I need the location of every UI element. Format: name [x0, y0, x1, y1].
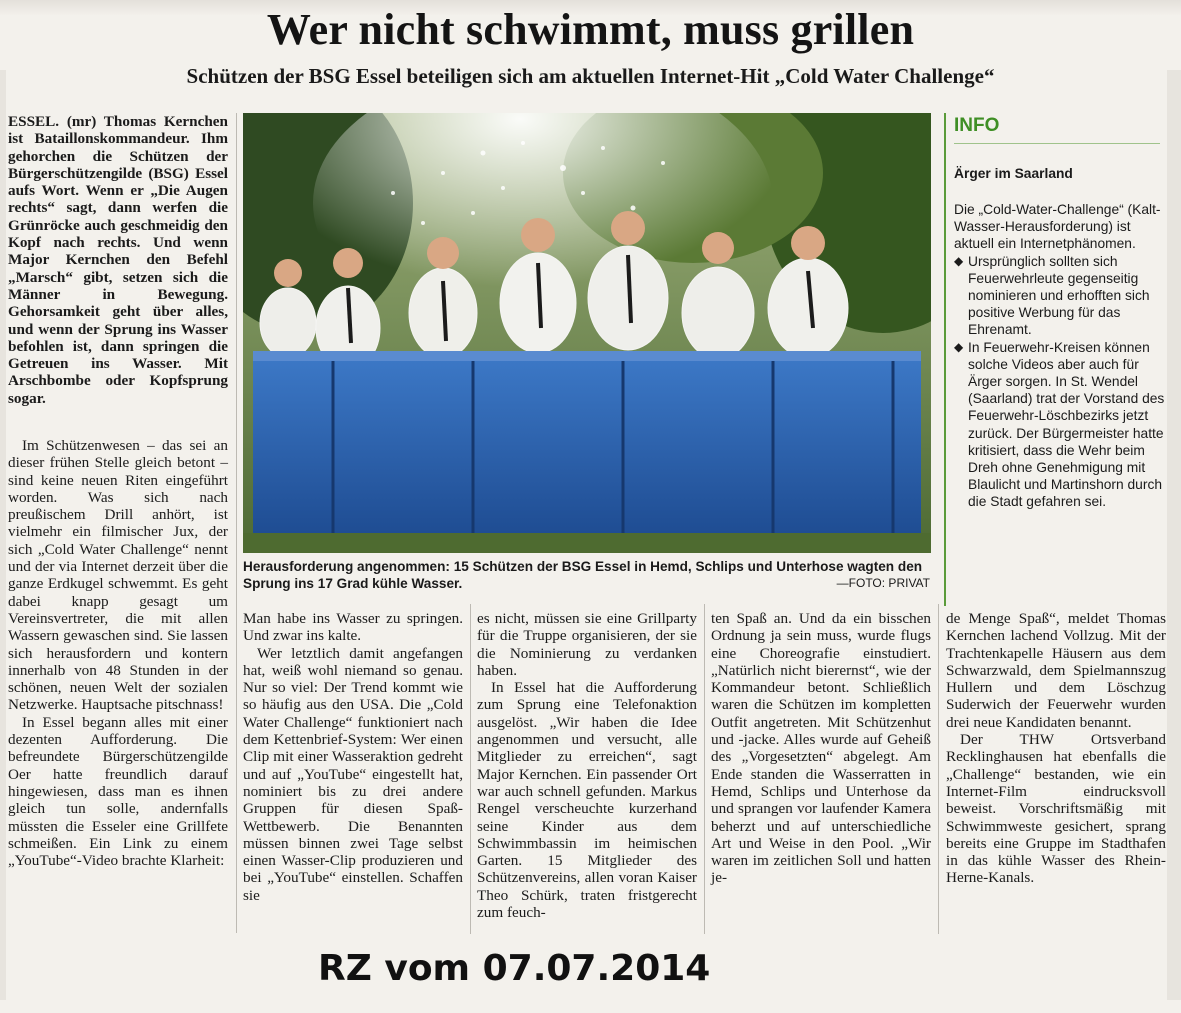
- paragraph: ten Spaß an. Und da ein bisschen Ordnung ja sein muss, wurde flugs eine Choreografie einstudiert. „Natürlich nicht bierernst“, wie der Kommandeur betont. Schließlich waren die Schützen im kompletten Outfit angetreten. Mit Schützenhut und -jacke. Alles wurde auf Geheiß des „Vorgesetzten“ abgelegt. Am Ende standen die Wasserratten in Hemd, Schlips und Unterhose da und sprangen vor laufender Kamera beherzt und auf unterschiedliche Art und Weise in den Pool. „Wir waren im zeitlichen Soll und hatten je-: [711, 610, 931, 887]
- info-bullet: [954, 339, 1168, 511]
- right-page-edge: [1167, 70, 1181, 1000]
- article-photo: [243, 113, 931, 553]
- article-column-2: [243, 610, 463, 904]
- left-page-edge: [0, 70, 6, 1000]
- paragraph: In Essel hat die Aufforderung zum Sprung eine Telefonaktion ausgelöst. „Wir haben die Idee angenommen und versucht, alle Mitglieder zu erreichen“, sagt Major Kernchen. Ein passender Ort war auch schnell gefunden. Markus Rengel verscheuchte kurzerhand seine Kinder aus dem Schwimmbassin im heimischen Garten. 15 Mitglieder des Schützenvereins, allen voran Kaiser Theo Schürk, traten fristgerecht zum feuch-: [477, 679, 697, 922]
- info-box: [944, 113, 1168, 606]
- column-divider: [470, 604, 471, 934]
- article-column-1: [8, 437, 228, 869]
- article-subheadline: Schützen der BSG Essel beteiligen sich am aktuellen Internet-Hit „Cold Water Challenge“: [186, 64, 995, 88]
- paragraph: Der THW Ortsverband Recklinghausen hat ebenfalls die „Challenge“ bestanden, wie ein Internet-Film eindrucksvoll beweist. Vorschriftsmäßig mit Schwimmweste gesichert, sprang bereits eine Gruppe im Stadthafen in das kühle Wasser des Rhein-Herne-Kanals.: [946, 731, 1166, 887]
- paragraph: Wer letztlich damit angefangen hat, weiß wohl niemand so genau. Nur so viel: Der Trend kommt wie so häufig aus den USA. Die „Cold Water Challenge“ funktioniert nach dem Kettenbrief-System: Wer einen Clip mit einer Wasseraktion gedreht und auf „YouTube“ eingestellt hat, nominiert bis zu drei andere Gruppen für diesen Spaß-Wettbewerb. Die Benannten müssen binnen zwei Tage selbst einen Wasser-Clip produzieren und bei „YouTube“ einstellen. Schaffen sie: [243, 644, 463, 904]
- info-intro: Die „Cold-Water-Challenge“ (Kalt-Wasser-Herausforderung) ist aktuell ein Internetphänomen.: [954, 202, 1161, 252]
- info-bullet-text: Ursprünglich sollten sich Feuerwehrleute gegenseitig nominieren und erhofften sich positive Werbung für das Ehrenamt.: [968, 253, 1150, 338]
- diamond-bullet-icon: ◆: [954, 253, 964, 268]
- info-title: Ärger im Saarland: [954, 166, 1073, 181]
- diamond-bullet-icon: ◆: [954, 339, 964, 354]
- article-column-5: [946, 610, 1166, 887]
- article-headline: Wer nicht schwimmt, muss grillen: [266, 5, 915, 54]
- pool-photo-illustration: [243, 113, 931, 553]
- column-divider: [704, 604, 705, 934]
- paragraph: In Essel begann alles mit einer dezenten Aufforderung. Die befreundete Bürgerschützengilde Oer hatte freundlich darauf hingewiesen, dass man es ihnen gleich tun solle, andernfalls müssten die Esseler eine Grillfete schmeißen. Ein Link zu einem „YouTube“-Video brachte Klarheit:: [8, 713, 228, 870]
- article-column-4: [711, 610, 931, 887]
- column-divider: [236, 113, 237, 933]
- info-bullet-text: In Feuerwehr-Kreisen können solche Videos aber auch für Ärger sorgen. In St. Wendel (Saarland) trat der Vorstand des Feuerwehr-Löschbezirks jetzt zurück. Der Bürgermeister hatte kritisiert, dass die Wehr beim Dreh ohne Genehmigung mit Blaulicht und Martinshorn durch die Stadt gefahren sei.: [968, 339, 1165, 510]
- info-divider: [954, 143, 1160, 144]
- paragraph: Im Schützenwesen – das sei an dieser frühen Stelle gleich betont – sind keine neuen Riten eingeführt worden. Was sich nach preußischem Drill anhört, ist vielmehr ein filmischer Jux, der sich „Cold Water Challenge“ nennt und der via Internet derzeit über die ganze Erdkugel schwemmt. Es geht dabei knapp gesagt um Vereinsvertreter, die mit allen Wassern gewaschen sind. Sie lassen sich herausfordern und kontern innerhalb von 48 Stunden in der schönen, neuen Welt der sozialen Netzwerke. Hauptsache pitschnass!: [8, 437, 228, 714]
- paragraph: de Menge Spaß“, meldet Thomas Kernchen lachend Vollzug. Mit der Trachtenkapelle Häusern aus dem Schwarzwald, dem Spielmannszug Hullern und dem Löschzug Suderwich der Feuerwehr wurden drei neue Kandidaten benannt.: [946, 610, 1166, 731]
- paragraph: es nicht, müssen sie eine Grillparty für die Truppe organisieren, der sie die Nominierung zu verdanken haben.: [477, 610, 697, 679]
- article-lead: ESSEL. (mr) Thomas Kernchen ist Bataillonskommandeur. Ihm gehorchen die Schützen der Bürgerschützengilde (BSG) Essel aufs Wort. Wenn er „Die Augen rechts“ sagt, dann werfen die Grünröcke auch geschmeidig den Kopf nach rechts. Und wenn Major Kernchen den Befehl „Marsch“ gibt, setzen sich die Männer in Bewegung. Gehorsamkeit geht über alles, und wenn der Sprung ins Wasser befohlen ist, dann springen die Getreuen ins Wasser. Mit Arschbombe oder Kopfsprung sogar.: [8, 113, 228, 407]
- source-date-stamp: RZ vom 07.07.2014: [318, 948, 711, 989]
- article-column-3: [477, 610, 697, 921]
- paragraph: Man habe ins Wasser zu springen. Und zwar ins kalte.: [243, 610, 463, 645]
- info-bullet: [954, 253, 1168, 339]
- column-divider: [938, 604, 939, 934]
- info-tag: INFO: [954, 115, 1000, 136]
- photo-caption: Herausforderung angenommen: 15 Schützen der BSG Essel in Hemd, Schlips und Unterhose wagten den Sprung ins 17 Grad kühle Wasser.: [243, 559, 923, 591]
- photo-credit: —FOTO: PRIVAT: [836, 576, 930, 590]
